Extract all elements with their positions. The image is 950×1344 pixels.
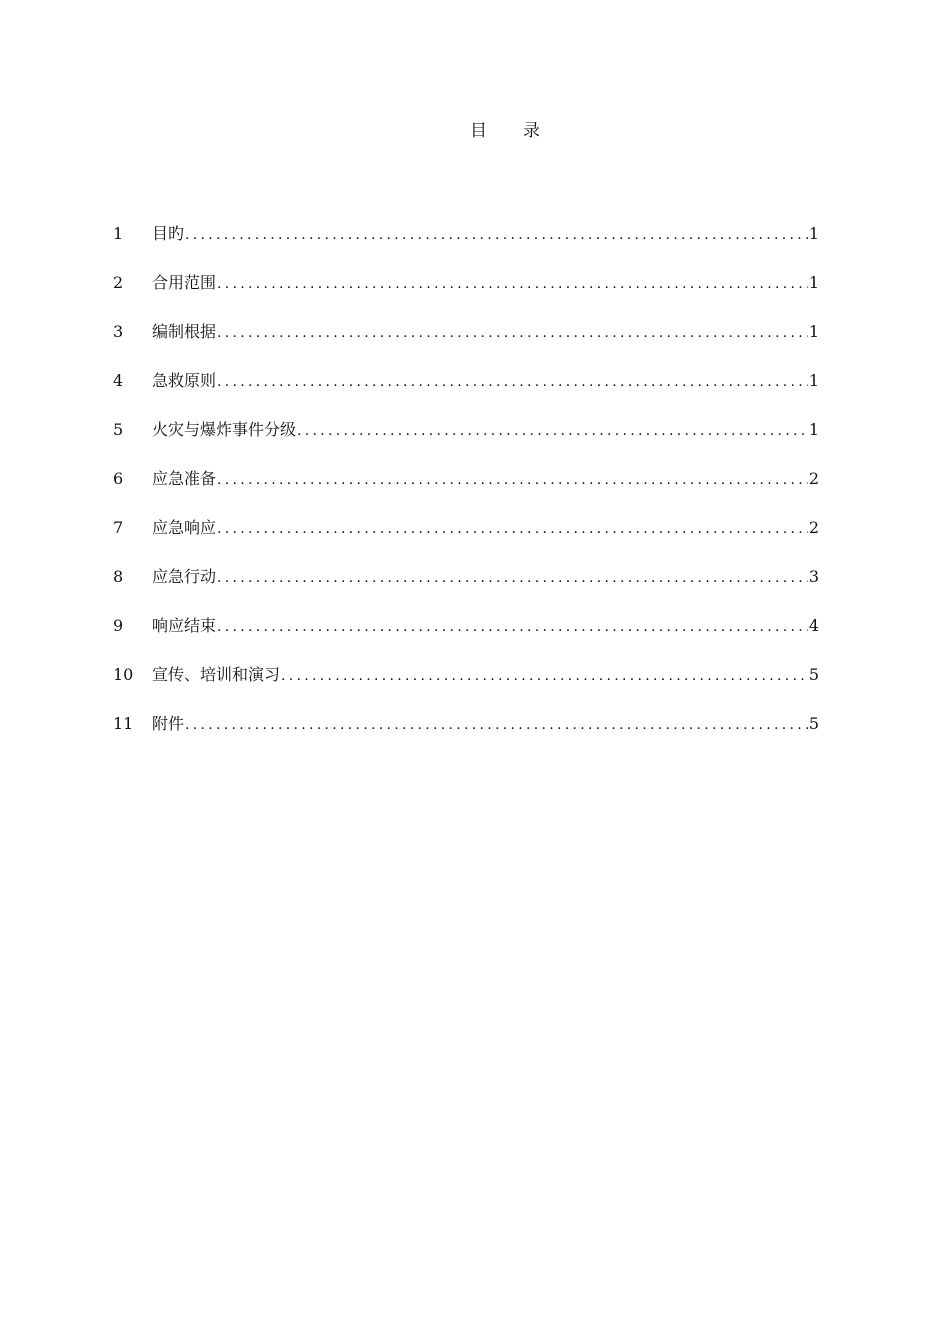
toc-entry[interactable] (113, 515, 819, 564)
toc-entry-number: 5 (113, 420, 124, 439)
toc-entry-label: 应急准备 (152, 469, 217, 488)
toc-entry-label: 附件 (152, 714, 185, 733)
toc-entry-label: 宣传、培训和演习 (152, 665, 281, 684)
toc-dot-leader (217, 565, 808, 591)
toc-dot-leader (217, 516, 808, 542)
toc-entry[interactable] (113, 221, 819, 270)
toc-dot-leader (281, 663, 808, 689)
toc-entry-page: 2 (808, 518, 819, 537)
toc-entry-number: 2 (113, 273, 124, 292)
toc-list (113, 221, 819, 760)
toc-dot-leader (217, 369, 808, 395)
toc-dot-leader (185, 222, 808, 248)
toc-entry[interactable] (113, 270, 819, 319)
toc-entry-page: 2 (808, 469, 819, 488)
toc-entry-label: 编制根据 (152, 322, 217, 341)
toc-entry[interactable] (113, 466, 819, 515)
toc-entry[interactable] (113, 711, 819, 760)
toc-entry-number: 8 (113, 567, 124, 586)
toc-entry-number: 3 (113, 322, 124, 341)
toc-title-char: 录 (523, 121, 540, 141)
toc-dot-leader (217, 271, 808, 297)
toc-title-char: 目 (470, 121, 487, 141)
toc-entry[interactable] (113, 662, 819, 711)
toc-dot-leader (217, 614, 808, 640)
toc-title (0, 116, 950, 141)
toc-entry-label: 应急行动 (152, 567, 217, 586)
toc-dot-leader (297, 418, 808, 444)
toc-entry-label: 应急响应 (152, 518, 217, 537)
toc-entry-page: 3 (808, 567, 819, 586)
toc-entry-page: 1 (808, 371, 819, 390)
toc-entry-number: 9 (113, 616, 124, 635)
toc-entry-page: 4 (808, 616, 819, 635)
toc-dot-leader (185, 712, 808, 738)
toc-entry-label: 急救原则 (152, 371, 217, 390)
toc-entry-page: 1 (808, 224, 819, 243)
toc-entry-number: 1 (113, 224, 124, 243)
toc-entry-page: 5 (808, 665, 819, 684)
toc-dot-leader (217, 467, 808, 493)
toc-entry-page: 1 (808, 273, 819, 292)
toc-entry-page: 1 (808, 420, 819, 439)
toc-entry-label: 目旳 (152, 224, 185, 243)
toc-entry[interactable] (113, 319, 819, 368)
toc-entry-number: 4 (113, 371, 124, 390)
toc-entry-number: 10 (113, 665, 134, 684)
toc-dot-leader (217, 320, 808, 346)
toc-entry[interactable] (113, 613, 819, 662)
toc-entry-page: 5 (808, 714, 819, 733)
toc-entry-label: 响应结束 (152, 616, 217, 635)
toc-entry-label: 火灾与爆炸事件分级 (152, 420, 297, 439)
toc-entry-page: 1 (808, 322, 819, 341)
toc-entry[interactable] (113, 368, 819, 417)
toc-entry[interactable] (113, 417, 819, 466)
toc-entry-number: 7 (113, 518, 124, 537)
toc-entry[interactable] (113, 564, 819, 613)
toc-entry-number: 6 (113, 469, 124, 488)
toc-entry-label: 合用范围 (152, 273, 217, 292)
toc-entry-number: 11 (113, 714, 134, 733)
